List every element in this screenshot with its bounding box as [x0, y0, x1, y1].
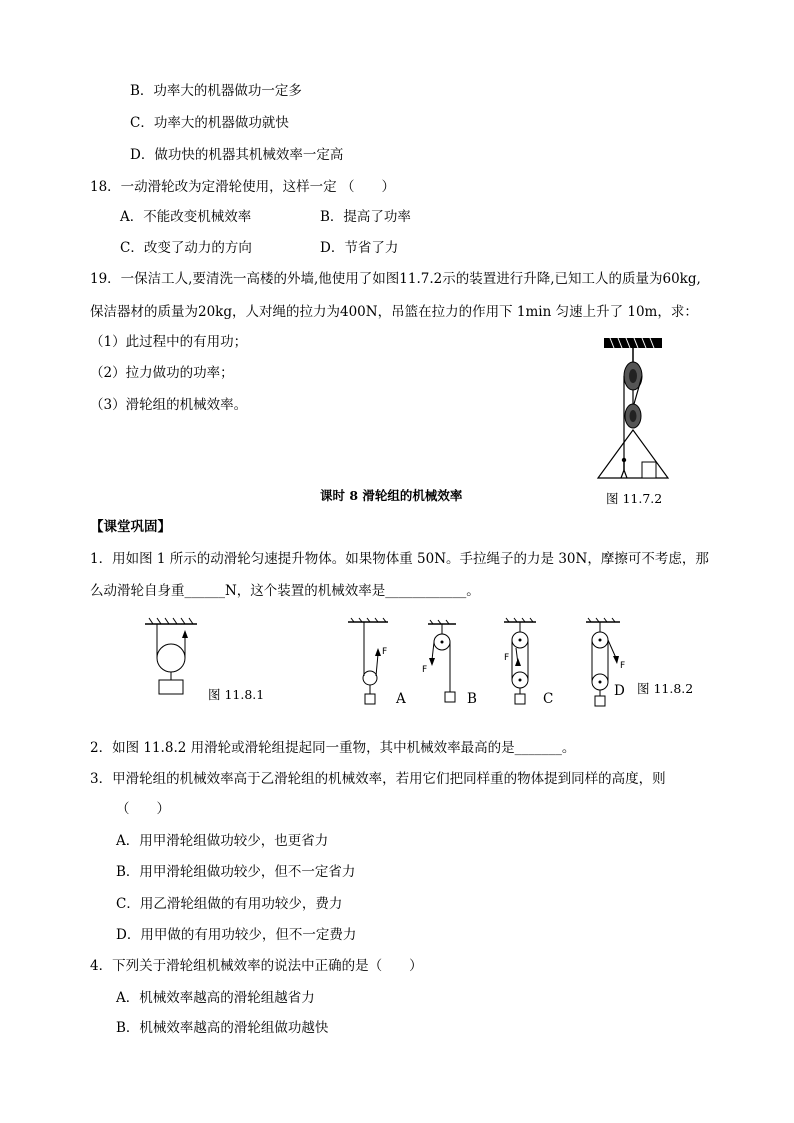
- c4-option-b: B．机械效率越高的滑轮组做功越快: [116, 1020, 329, 1036]
- figure-label-c: C: [543, 691, 554, 707]
- q18-option-d: D．节省了力: [320, 240, 399, 256]
- q19-part3: （3）滑轮组的机械效率。: [90, 397, 248, 413]
- q17-option-d: D．做功快的机器其机械效率一定高: [130, 147, 344, 163]
- c4-stem: 4．下列关于滑轮组机械效率的说法中正确的是（ ）: [90, 958, 423, 974]
- c1-line1: 1．用如图 1 所示的动滑轮匀速提升物体。如果物体重 50N。手拉绳子的力是 30N，摩擦可不考虑，那: [90, 551, 709, 567]
- q17-option-c: C．功率大的机器做功就快: [130, 115, 289, 131]
- c3-line1: 3．甲滑轮组的机械效率高于乙滑轮组的机械效率，若用它们把同样重的物体提到同样的高度，则: [90, 771, 666, 787]
- c1-line2: 么动滑轮自身重______N，这个装置的机械效率是____________。: [90, 583, 480, 599]
- q18-option-a: A．不能改变机械效率: [120, 209, 252, 225]
- figure-label-d: D: [614, 683, 625, 699]
- figure-11-8-1: [145, 618, 205, 698]
- q18-option-b: B．提高了功率: [320, 209, 411, 225]
- c3-line2: （ ）: [116, 801, 170, 817]
- fig-a-force-label: F: [382, 647, 388, 657]
- c4-option-a: A．机械效率越高的滑轮组越省力: [116, 990, 315, 1006]
- figure-label-b: B: [467, 691, 477, 707]
- figure-label-a: A: [396, 691, 406, 707]
- c3-option-d: D．用甲做的有用功较少，但不一定费力: [116, 927, 357, 943]
- q19-part2: （2）拉力做功的功率；: [90, 365, 234, 381]
- figure-11-8-2-d: [584, 618, 634, 710]
- c3-option-c: C．用乙滑轮组做的有用功较少，费力: [116, 896, 343, 912]
- lesson-title: 课时 8 滑轮组的机械效率: [320, 488, 463, 503]
- figure-11-8-1-caption: 图 11.8.1: [208, 687, 265, 702]
- q18-stem: 18．一动滑轮改为定滑轮使用，这样一定 （ ）: [90, 179, 395, 195]
- fig-d-force-label: F: [620, 661, 626, 671]
- q19-line1: 19．一保洁工人,要清洗一高楼的外墙,他使用了如图11.7.2示的装置进行升降,已知工人的质量为60kg,: [90, 271, 701, 287]
- c2-stem: 2．如图 11.8.2 用滑轮或滑轮组提起同一重物，其中机械效率最高的是_______。: [90, 740, 576, 756]
- figure-11-8-2-caption: 图 11.8.2: [637, 681, 694, 696]
- figure-11-8-2-b: [422, 620, 472, 710]
- fig-b-force-label: F: [422, 665, 428, 675]
- q19-line2: 保洁器材的质量为20kg，人对绳的拉力为400N，吊篮在拉力的作用下 1min 匀速上升了 10m，求：: [90, 304, 698, 320]
- q19-part1: （1）此过程中的有用功；: [90, 334, 248, 350]
- section-header: 【课堂巩固】: [90, 519, 171, 535]
- figure-11-7-2: [596, 338, 676, 478]
- c3-option-a: A．用甲滑轮组做功较少，也更省力: [116, 833, 329, 849]
- c3-option-b: B．用甲滑轮组做功较少，但不一定省力: [116, 864, 356, 880]
- q17-option-b: B．功率大的机器做功一定多: [130, 83, 302, 99]
- figure-11-7-2-caption: 图 11.7.2: [606, 491, 663, 506]
- fig-c-force-label: F: [504, 653, 510, 663]
- q18-option-c: C．改变了动力的方向: [120, 240, 252, 256]
- figure-11-8-2-a: [348, 618, 398, 710]
